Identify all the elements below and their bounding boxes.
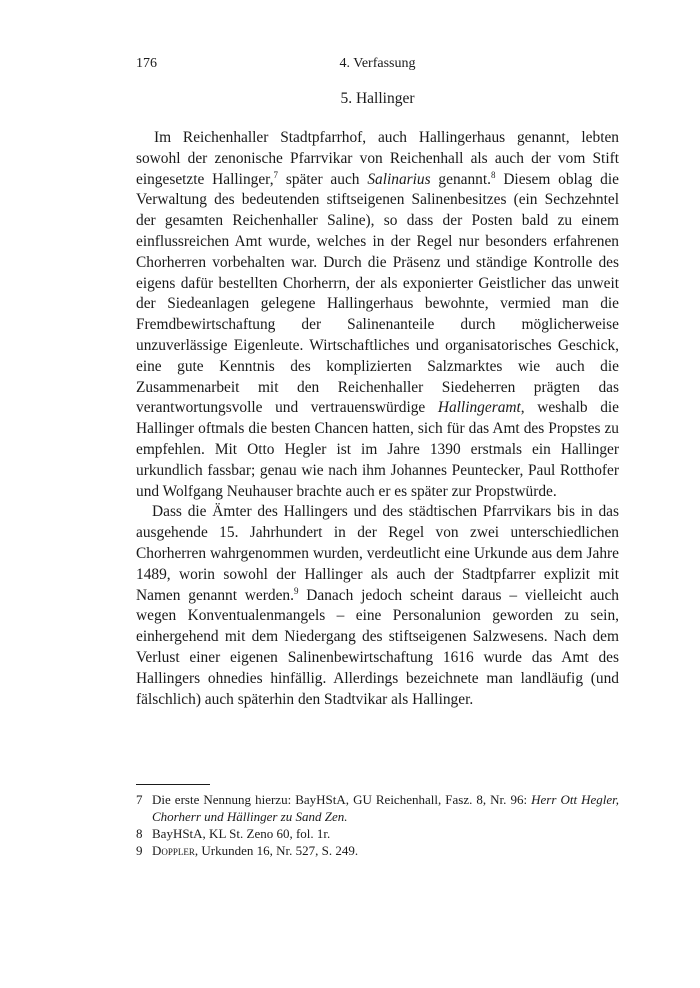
footnote-number: 9 xyxy=(136,843,143,858)
section-title: 5. Hallinger xyxy=(340,90,415,107)
footnote-reference-9[interactable]: 9 xyxy=(293,585,299,596)
paragraph-2 xyxy=(136,502,619,710)
page-number: 176 xyxy=(136,56,157,71)
italic-term: Salinarius xyxy=(367,170,431,188)
italic-term: Hallingeramt xyxy=(437,399,521,417)
footnote-reference-7[interactable]: 7 xyxy=(273,169,279,180)
footnote-reference-8[interactable]: 8 xyxy=(491,169,496,180)
paragraph-1 xyxy=(136,128,619,502)
page-content xyxy=(136,56,619,710)
paragraph-text: Dass die Ämter des Hallingers und des städtischen Pfarrvikars bis in das ausgehende 15. Jahrhundert in der Regel von zwei unterschiedlichen Chorherren wahrgenommen wurden, verdeutlicht eine Urkunde aus dem Jahre 1489, worin sowohl der Hallinger als auch der Stadtpfarrer explizit mit Namen genannt werden. xyxy=(136,503,619,604)
footnote-9 xyxy=(136,842,619,859)
footnotes xyxy=(136,784,619,859)
paragraph-text: Danach jedoch scheint daraus – vielleicht auch wegen Konventualenmangels – eine Personalunion geworden zu sein, einhergehend mit dem Niedergang des stiftseigenen Salzwesens. Nach dem Verlust einer eigenen Salinenbewirtschaftung 1616 wurde das Amt des Hallingers ohnedies hinfällig. Allerdings bezeichnete man landläufig (und fälschlich) auch späterhin den Stadtvikar als Hallinger. xyxy=(136,586,620,708)
footnote-text: , Urkunden 16, Nr. 527, S. 249. xyxy=(194,843,359,858)
footnote-8 xyxy=(136,825,619,842)
footnote-divider xyxy=(136,784,210,785)
paragraph-text: Diesem oblag die Verwaltung des bedeutenden stiftseigenen Salinenbesitzes (ein Sechzehntel der gesamten Reichenhaller Saline), so dass der Posten bald zu einem einflussreichen Amt wurde, welches in der Regel nur besonders erfahrenen Chorherren vorbehalten war. Durch die Präsenz und ständige Kontrolle des eigens dafür bestellten Chorherrn, der als exponierter Geistlicher das unweit der Siedeanlagen gelegene Hallingerhaus bewohnte, vermied man die Fremdbewirtschaftung der Salinenanteile durch möglicherweise unzuverlässige Eigenleute. Wirtschaftliches und organisatorisches Geschick, eine gute Kenntnis des komplizierten Salzmarktes wie auch die Zusammenarbeit mit den Reichenhaller Siedeherren prägten das verantwortungsvolle und vertrauenswürdige xyxy=(136,170,619,417)
paragraph-text: Im Reichenhaller Stadtpfarrhof, auch Hallingerhaus genannt, lebten sowohl der zenonische Pfarrvikar von Reichenhall als auch der vom Stift eingesetzte Hallinger, xyxy=(136,129,619,188)
footnote-text: BayHStA, KL St. Zeno 60, fol. 1r. xyxy=(152,826,331,841)
footnote-quote: Herr Ott Hegler, Chorherr und Hällinger zu Sand Zen. xyxy=(152,792,620,824)
footnote-number: 8 xyxy=(136,826,143,841)
chapter-title: 4. Verfassung xyxy=(339,56,416,71)
paragraph-text: später auch xyxy=(278,170,368,188)
body-text xyxy=(136,128,619,710)
footnote-number: 7 xyxy=(136,792,143,807)
footnote-text: Die erste Nennung hierzu: BayHStA, GU Reichenhall, Fasz. 8, Nr. 96: xyxy=(152,792,532,807)
footnote-7 xyxy=(136,791,619,825)
running-head xyxy=(136,56,619,78)
paragraph-text: , weshalb die Hallinger oftmals die besten Chancen hatten, sich für das Amt des Propstes zu empfehlen. Mit Otto Hegler ist im Jahre 1390 erstmals ein Hallinger urkundlich fassbar; genau wie nach ihm Johannes Peuntecker, Paul Rotthofer und Wolfgang Neuhauser brachte auch er es später zur Propstwürde. xyxy=(136,399,620,500)
paragraph-text: genannt. xyxy=(430,170,491,188)
footnote-author: Doppler xyxy=(152,843,195,858)
